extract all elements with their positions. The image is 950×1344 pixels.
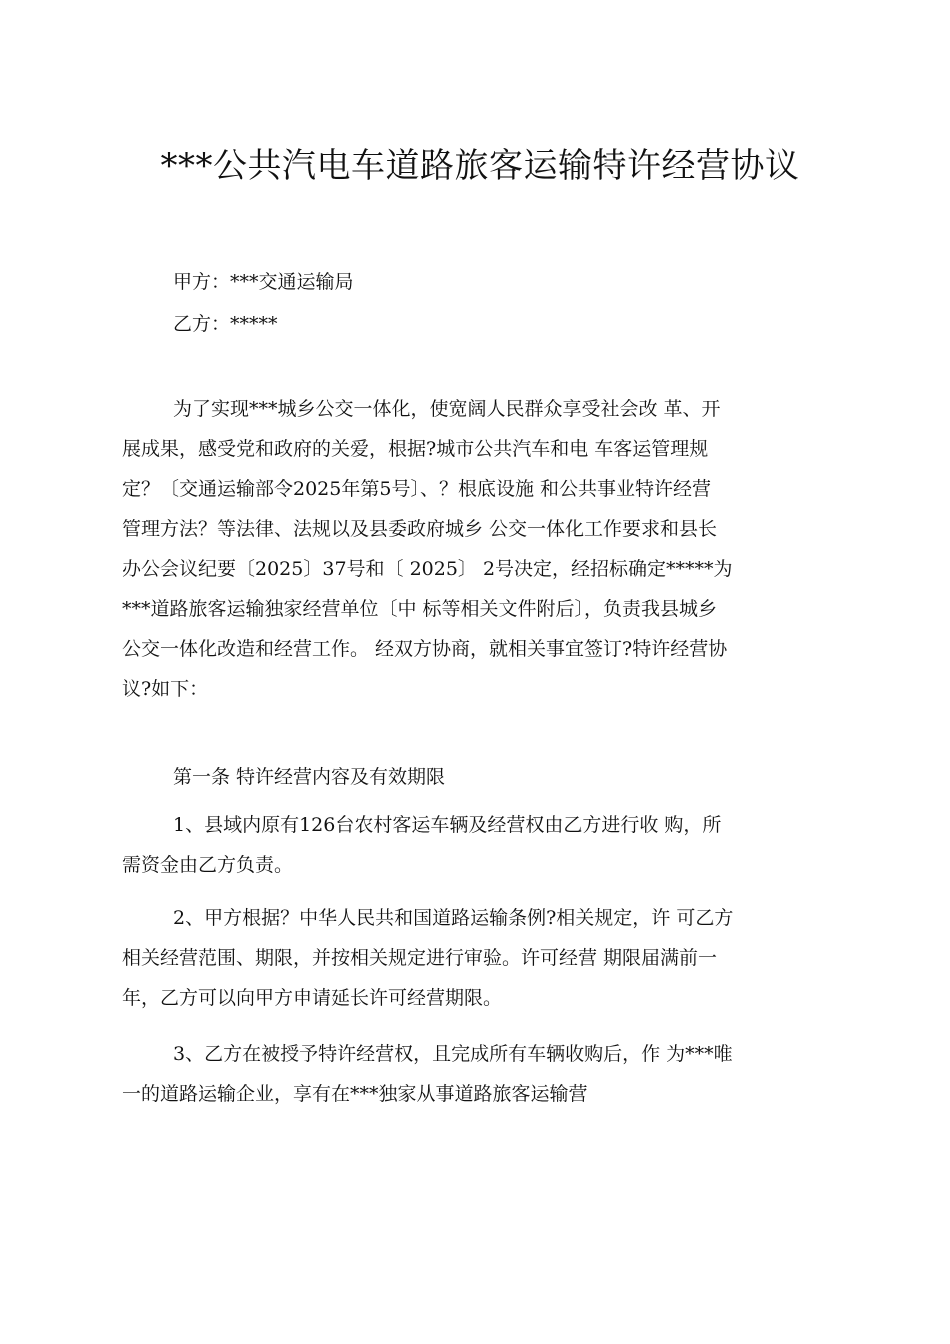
item-3-line: 3、乙方在被授予特许经营权，且完成所有车辆收购后，作 为***唯 [173, 1043, 733, 1065]
preamble-paragraph [122, 389, 852, 709]
item-3-paragraph [122, 1034, 852, 1114]
item-2-line: 年，乙方可以向甲方申请延长许可经营期限。 [122, 987, 503, 1009]
item-3-line: 一的道路运输企业，享有在***独家从事道路旅客运输营 [122, 1083, 588, 1105]
preamble-line: 办公会议纪要〔2025〕37号和〔 2025〕 2号决定，经招标确定*****为 [122, 558, 733, 580]
preamble-line: 展成果，感受党和政府的关爱，根据?城市公共汽车和电 车客运管理规 [122, 438, 709, 460]
preamble-line: 管理方法？等法律、法规以及县委政府城乡 公交一体化工作要求和县长 [122, 518, 718, 540]
party-b: 乙方：***** [173, 313, 278, 335]
item-2-line: 相关经营范围、期限，并按相关规定进行审验。许可经营 期限届满前一 [122, 947, 718, 969]
item-2-paragraph [122, 898, 852, 1018]
item-2-line: 2、甲方根据？中华人民共和国道路运输条例?相关规定，许 可乙方 [173, 907, 734, 929]
item-1-line: 1、县域内原有126台农村客运车辆及经营权由乙方进行收 购，所 [173, 814, 722, 836]
article-1-title: 第一条 特许经营内容及有效期限 [173, 766, 446, 788]
party-a: 甲方：***交通运输局 [173, 271, 354, 293]
preamble-line: ***道路旅客运输独家经营单位〔中 标等相关文件附后〕，负责我县城乡 [122, 598, 718, 620]
preamble-line: 为了实现***城乡公交一体化，使宽阔人民群众享受社会改 革、开 [173, 398, 721, 420]
item-1-line: 需资金由乙方负责。 [122, 854, 294, 876]
preamble-line: 公交一体化改造和经营工作。 经双方协商，就相关事宜签订?特许经营协 [122, 638, 728, 660]
preamble-line: 定？〔交通运输部令2025年第5号〕、？根底设施 和公共事业特许经营 [122, 478, 711, 500]
preamble-line: 议?如下： [122, 678, 209, 700]
document-title: ***公共汽电车道路旅客运输特许经营协议 [160, 146, 800, 186]
item-1-paragraph [122, 805, 852, 885]
article-1-heading [122, 757, 852, 797]
